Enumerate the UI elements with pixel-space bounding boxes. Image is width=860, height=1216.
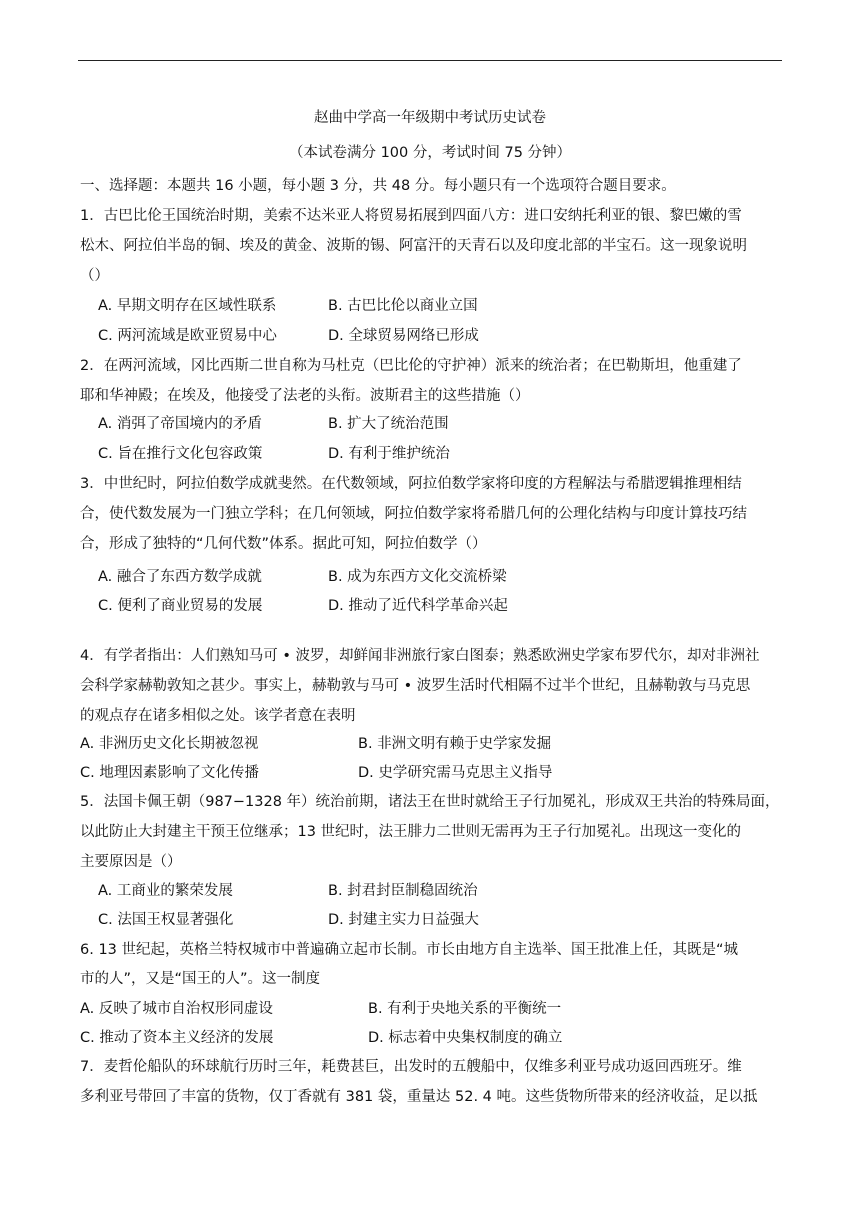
option-c: C. 旨在推行文化包容政策 xyxy=(98,446,263,462)
option-d: D. 封建主实力日益强大 xyxy=(328,912,479,928)
option-c: C. 地理因素影响了文化传播 xyxy=(80,765,259,781)
question-line: 合，使代数发展为一门独立学科；在几何领域，阿拉伯数学家将希腊几何的公理化结构与印度计算技巧结 xyxy=(80,506,747,522)
question-line: 2．在两河流域，冈比西斯二世自称为马杜克（巴比伦的守护神）派来的统治者；在巴勒斯坦，他重建了 xyxy=(80,358,742,374)
question-line: （） xyxy=(80,268,109,284)
option-d: D. 推动了近代科学革命兴起 xyxy=(328,598,508,614)
question-line: 6. 13 世纪起，英格兰特权城市中普遍确立起市长制。市长由地方自主选举、国王批准上任，其既是“城 xyxy=(80,942,739,958)
question-line: 耶和华神殿；在埃及，他接受了法老的头衔。波斯君主的这些措施（） xyxy=(80,388,530,404)
option-c: C. 便利了商业贸易的发展 xyxy=(98,598,263,614)
option-d: D. 全球贸易网络已形成 xyxy=(328,328,479,344)
option-c: C. 推动了资本主义经济的发展 xyxy=(80,1030,274,1046)
option-a: A. 消弭了帝国境内的矛盾 xyxy=(98,416,262,432)
question-line: 1．古巴比伦王国统治时期，美索不达米亚人将贸易拓展到四面八方：进口安纳托利亚的银、黎巴嫩的雪 xyxy=(80,208,742,224)
option-b: B. 非洲文明有赖于史学家发掘 xyxy=(358,736,552,752)
question-line: 会科学家赫勒敦知之甚少。事实上，赫勒敦与马可 • 波罗生活时代相隔不过半个世纪，且赫勒敦与马克思 xyxy=(80,678,751,694)
question-line: 7．麦哲伦船队的环球航行历时三年，耗费甚巨，出发时的五艘船中，仅维多利亚号成功返回西班牙。维 xyxy=(80,1059,742,1075)
question-line: 合，形成了独特的“几何代数”体系。据此可知，阿拉伯数学（） xyxy=(80,536,487,552)
question-line: 以此防止大封建主干预王位继承；13 世纪时，法王腓力二世则无需再为王子行加冕礼。出现这一变化的 xyxy=(80,824,742,840)
option-a: A. 工商业的繁荣发展 xyxy=(98,883,233,899)
question-line: 5．法国卡佩王朝（987−1328 年）统治前期，诸法王在世时就给王子行加冕礼，形成双王共治的特殊局面， xyxy=(80,794,780,810)
question-line: 的观点存在诸多相似之处。该学者意在表明 xyxy=(80,708,356,724)
option-b: B. 扩大了统治范围 xyxy=(328,416,449,432)
option-a: A. 反映了城市自治权形同虚设 xyxy=(80,1001,273,1017)
header-rule xyxy=(78,60,782,61)
question-line: 市的人”，又是“国王的人”。这一制度 xyxy=(80,971,321,987)
option-b: B. 有利于央地关系的平衡统一 xyxy=(368,1001,562,1017)
exam-subtitle: （本试卷满分 100 分，考试时间 75 分钟） xyxy=(288,145,572,161)
option-d: D. 史学研究需马克思主义指导 xyxy=(358,765,553,781)
question-line: 3．中世纪时，阿拉伯数学成就斐然。在代数领域，阿拉伯数学家将印度的方程解法与希腊逻辑推理相结 xyxy=(80,476,742,492)
option-a: A. 早期文明存在区域性联系 xyxy=(98,298,277,314)
question-line: 多利亚号带回了丰富的货物，仅丁香就有 381 袋，重量达 52. 4 吨。这些货物所带来的经济收益，足以抵 xyxy=(80,1089,758,1105)
option-a: A. 非洲历史文化长期被忽视 xyxy=(80,736,259,752)
exam-title: 赵曲中学高一年级期中考试历史试卷 xyxy=(314,110,546,126)
question-line: 主要原因是（） xyxy=(80,854,182,870)
option-c: C. 法国王权显著强化 xyxy=(98,912,234,928)
option-b: B. 成为东西方文化交流桥梁 xyxy=(328,569,507,585)
option-b: B. 封君封臣制稳固统治 xyxy=(328,883,478,899)
section-heading: 一、选择题：本题共 16 小题，每小题 3 分，共 48 分。每小题只有一个选项符合题目要求。 xyxy=(80,178,676,194)
question-line: 4．有学者指出：人们熟知马可 • 波罗，却鲜闻非洲旅行家白图泰；熟悉欧洲史学家布罗代尔，却对非洲社 xyxy=(80,648,760,664)
option-c: C. 两河流域是欧亚贸易中心 xyxy=(98,328,277,344)
option-d: D. 有利于维护统治 xyxy=(328,446,450,462)
option-a: A. 融合了东西方数学成就 xyxy=(98,569,262,585)
option-d: D. 标志着中央集权制度的确立 xyxy=(368,1030,563,1046)
question-line: 松木、阿拉伯半岛的铜、埃及的黄金、波斯的锡、阿富汗的天青石以及印度北部的半宝石。这一现象说明 xyxy=(80,238,747,254)
option-b: B. 古巴比伦以商业立国 xyxy=(328,298,478,314)
